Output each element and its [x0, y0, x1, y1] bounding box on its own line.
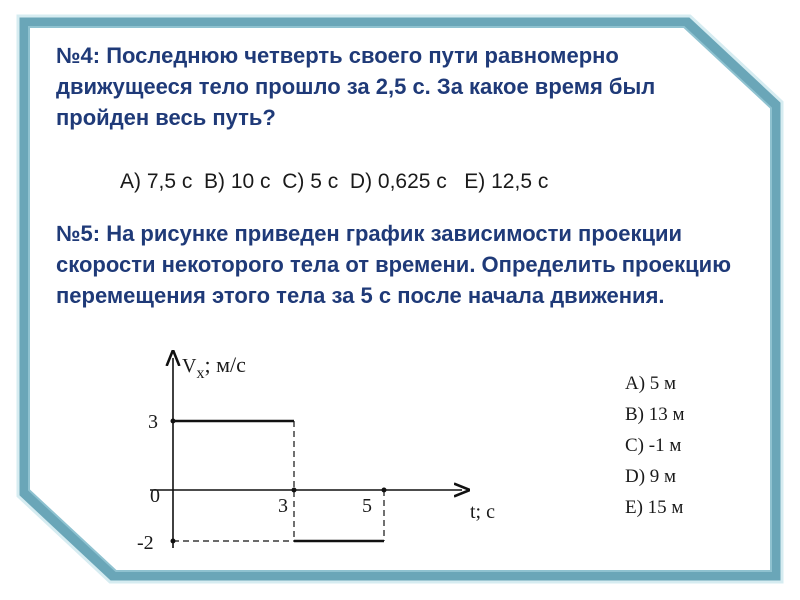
x-axis-label: t; с	[470, 501, 495, 523]
answer-d: D) 9 м	[625, 466, 677, 487]
answer-a: A) 5 м	[625, 373, 677, 394]
question-5-text: №5: На рисунке приведен график зависимости проекции скорости некоторого тела от времени. Определить проекцию перемещения этого тела за 5 с после начала движения.	[56, 221, 731, 308]
question-4-text: №4: Последнюю четверть своего пути равномерно движущееся тело прошло за 2,5 с. За какое время был пройден весь путь?	[56, 43, 656, 130]
answer-e: E) 15 м	[625, 497, 684, 518]
answer-c: C) -1 м	[625, 435, 682, 456]
y-tick-minus2: -2	[137, 532, 154, 554]
answer-b: B) 13 м	[625, 404, 685, 425]
question-5-answers	[625, 368, 685, 523]
y-tick-3: 3	[148, 411, 158, 433]
x-tick-3: 3	[278, 495, 288, 517]
x-tick-5: 5	[362, 495, 372, 517]
y-tick-0: 0	[150, 485, 160, 507]
question-4-options: A) 7,5 c B) 10 c C) 5 c D) 0,625 c E) 12,5 c	[120, 170, 549, 193]
y-axis-label: $V_x$; м/с	[182, 352, 246, 382]
